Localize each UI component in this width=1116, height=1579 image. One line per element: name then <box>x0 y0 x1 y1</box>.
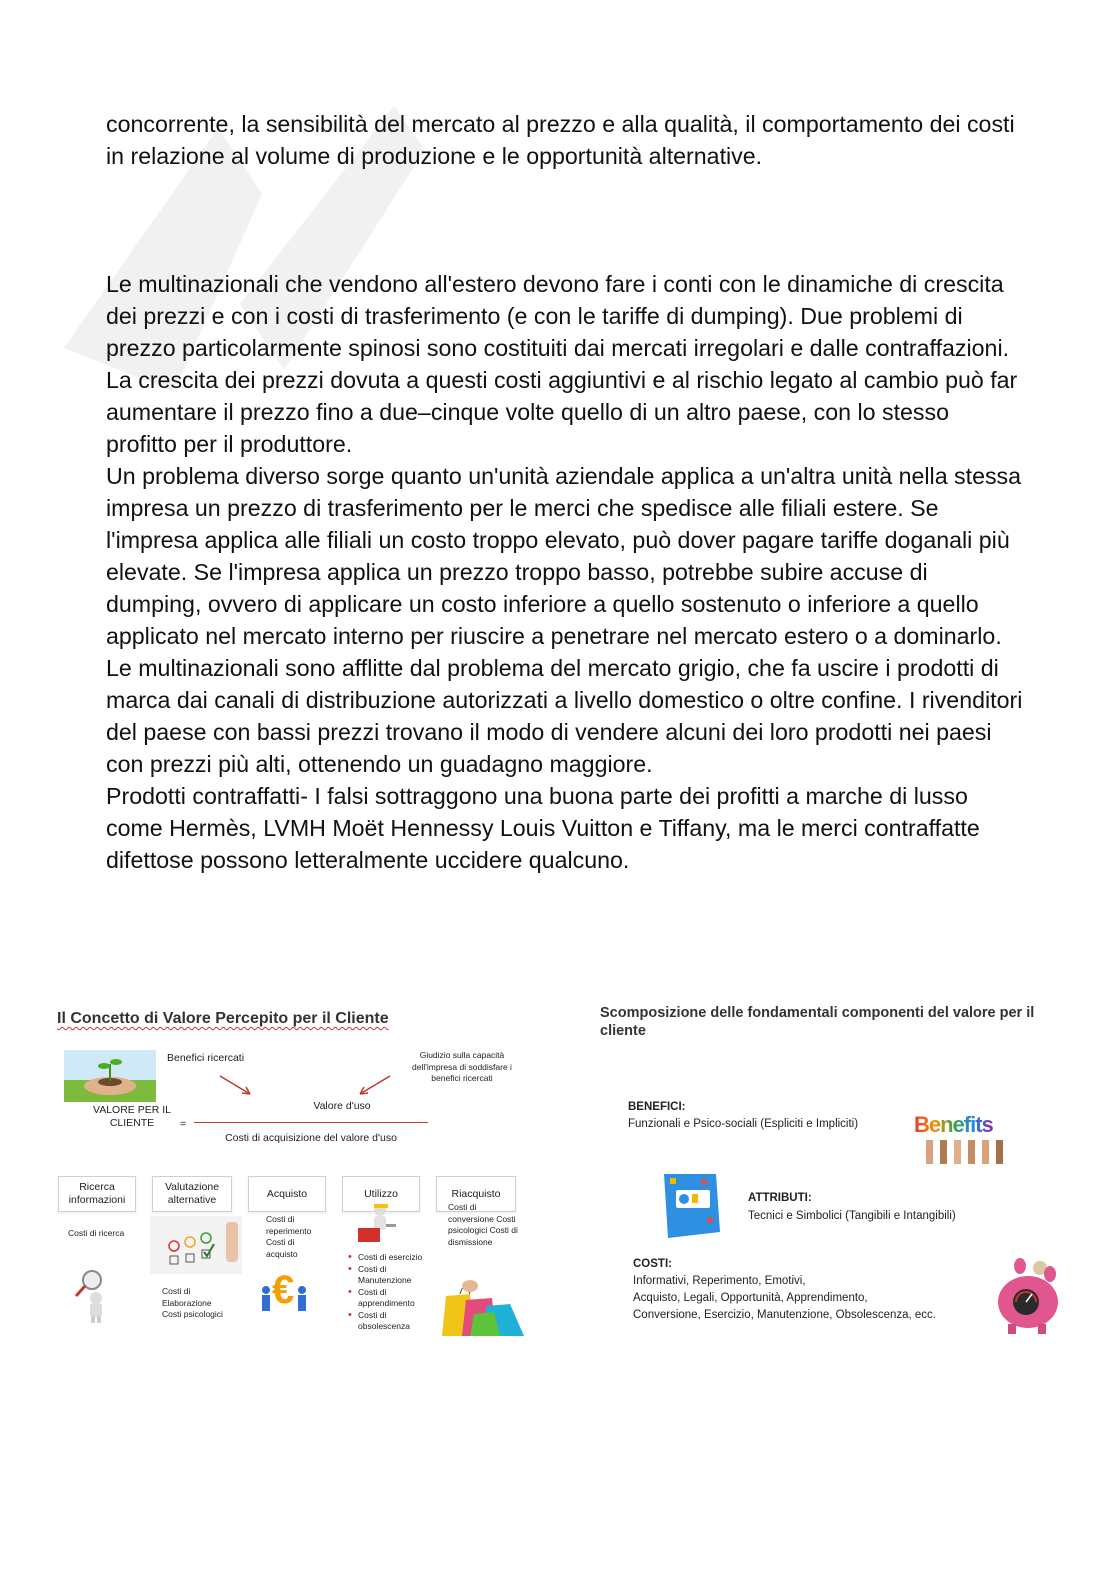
costi-riacquisto: Costi di conversione Costi psicologici Costi di dismissione <box>448 1202 518 1247</box>
list-item: • Costi di apprendimento <box>358 1287 438 1310</box>
costi-valutazione: Costi di Elaborazione Costi psicologici <box>162 1286 223 1319</box>
rating-checklist-image <box>150 1216 242 1274</box>
step-ricerca <box>58 1176 136 1212</box>
step-label: Acquisto <box>266 1187 308 1200</box>
perceived-value-figure <box>52 1004 552 1349</box>
costi-ricerca: Costi di ricerca <box>68 1228 125 1238</box>
step-label: Riacquisto <box>451 1187 501 1200</box>
benefits-wordmark: Benefits <box>914 1112 993 1137</box>
benefici-heading: BENEFICI: <box>628 1101 686 1113</box>
giudizio-label: Giudizio sulla capacità dell'impresa di soddisfare i benefici ricercati <box>412 1050 512 1083</box>
benefits-hands-image <box>912 1112 1012 1168</box>
intro-paragraph <box>106 108 1026 172</box>
benefici-text: Funzionali e Psico-sociali (Espliciti e Impliciti) <box>628 1118 859 1130</box>
euro-icon: € <box>272 1268 295 1312</box>
valore-cliente-label: VALORE PER IL CLIENTE <box>92 1104 171 1129</box>
costi-line: Conversione, Esercizio, Manutenzione, Obsolescenza, ecc. <box>633 1309 936 1321</box>
value-components-figure <box>596 1000 1066 1345</box>
main-text-block <box>106 268 1026 876</box>
benefici-label: Benefici ricercati <box>167 1052 245 1064</box>
step-label: Valutazione alternative <box>164 1181 220 1206</box>
paragraph: Le multinazionali sono afflitte dal problema del mercato grigio, che fa uscire i prodotti di marca dai canali di distribuzione autorizzati a livello domestico o oltre confine. I rivenditori del paese con bassi prezzi trovano il modo di vendere alcuni dei loro prodotti nei paesi con prezzi più alti, ottenendo un guadagno maggiore. <box>106 655 1023 777</box>
costi-line: Acquisto, Legali, Opportunità, Apprendimento, <box>633 1292 868 1304</box>
fraction-denominator: Costi di acquisizione del valore d'uso <box>225 1132 397 1144</box>
costi-list <box>633 1273 993 1324</box>
paragraph: Un problema diverso sorge quanto un'unità aziendale applica a un'altra unità nella stessa impresa un prezzo di trasferimento per le merci che spedisce alle filiali estere. Se l'impresa applica alle filiali un costo troppo elevato, può dover pagare tariffe doganali più elevate. Se l'impresa applica un prezzo troppo basso, potrebbe subire accuse di dumping, ovvero di applicare un costo inferiore a quello sostenuto o inferiore a quello applicato nel mercato interno per riuscire a penetrare nel mercato estero o a dominarlo. <box>106 463 1022 649</box>
person-toolbox-icon <box>352 1202 400 1248</box>
paragraph: La crescita dei prezzi dovuta a questi costi aggiuntivi e al rischio legato al cambio può far aumentare il prezzo fino a due–cinque volte quello di un altro paese, con lo stesso profitto per il produttore. <box>106 367 1018 457</box>
fraction-line <box>194 1122 428 1123</box>
costi-utilizzo-list <box>348 1252 438 1333</box>
attributes-icon <box>662 1172 726 1240</box>
equals-sign: = <box>180 1118 187 1130</box>
euro-people-icon <box>260 1268 308 1316</box>
magnifier-figure-icon <box>58 1266 112 1324</box>
paragraph: Prodotti contraffatti- I falsi sottraggono una buona parte dei profitti a marche di lusso come Hermès, LVMH Moët Hennessy Louis Vuitton e Tiffany, ma le merci contraffatte difettose possono letteralmente uccidere qualcuno. <box>106 783 980 873</box>
piggy-bank-image <box>992 1258 1066 1336</box>
costi-line: Informativi, Reperimento, Emotivi, <box>633 1275 806 1287</box>
figure-title: Il Concetto di Valore Percepito per il Cliente <box>57 1010 389 1027</box>
paragraph: Le multinazionali che vendono all'estero devono fare i conti con le dinamiche di crescita dei prezzi e con i costi di trasferimento (e con le tariffe di dumping). Due problemi di prezzo particolarmente spinosi sono costituiti dai mercati irregolari e dalle contraffazioni. <box>106 271 1010 361</box>
plant-hands-image <box>64 1050 156 1102</box>
step-acquisto <box>248 1176 326 1212</box>
step-label: Utilizzo <box>364 1187 398 1200</box>
arrows <box>212 1072 402 1102</box>
intro-text: concorrente, la sensibilità del mercato al prezzo e alla qualità, il comportamento dei costi in relazione al volume di produzione e le opportunità alternative. <box>106 111 1015 169</box>
shopping-bags-image <box>440 1274 530 1338</box>
attributi-text: Tecnici e Simbolici (Tangibili e Intangibili) <box>748 1210 956 1222</box>
costi-heading: COSTI: <box>633 1258 672 1270</box>
attributi-heading: ATTRIBUTI: <box>748 1192 812 1204</box>
figure-title: Scomposizione delle fondamentali componenti del valore per il cliente <box>600 1005 1035 1039</box>
step-label: Ricerca informazioni <box>68 1181 126 1206</box>
step-valutazione <box>152 1176 232 1212</box>
costi-acquisto: Costi di reperimento Costi di acquisto <box>266 1214 312 1259</box>
fraction-numerator: Valore d'uso <box>313 1100 371 1112</box>
list-item: • Costi di Manutenzione <box>358 1264 438 1287</box>
list-item: • Costi di obsolescenza <box>358 1310 438 1333</box>
list-item: • Costi di esercizio <box>358 1252 438 1264</box>
